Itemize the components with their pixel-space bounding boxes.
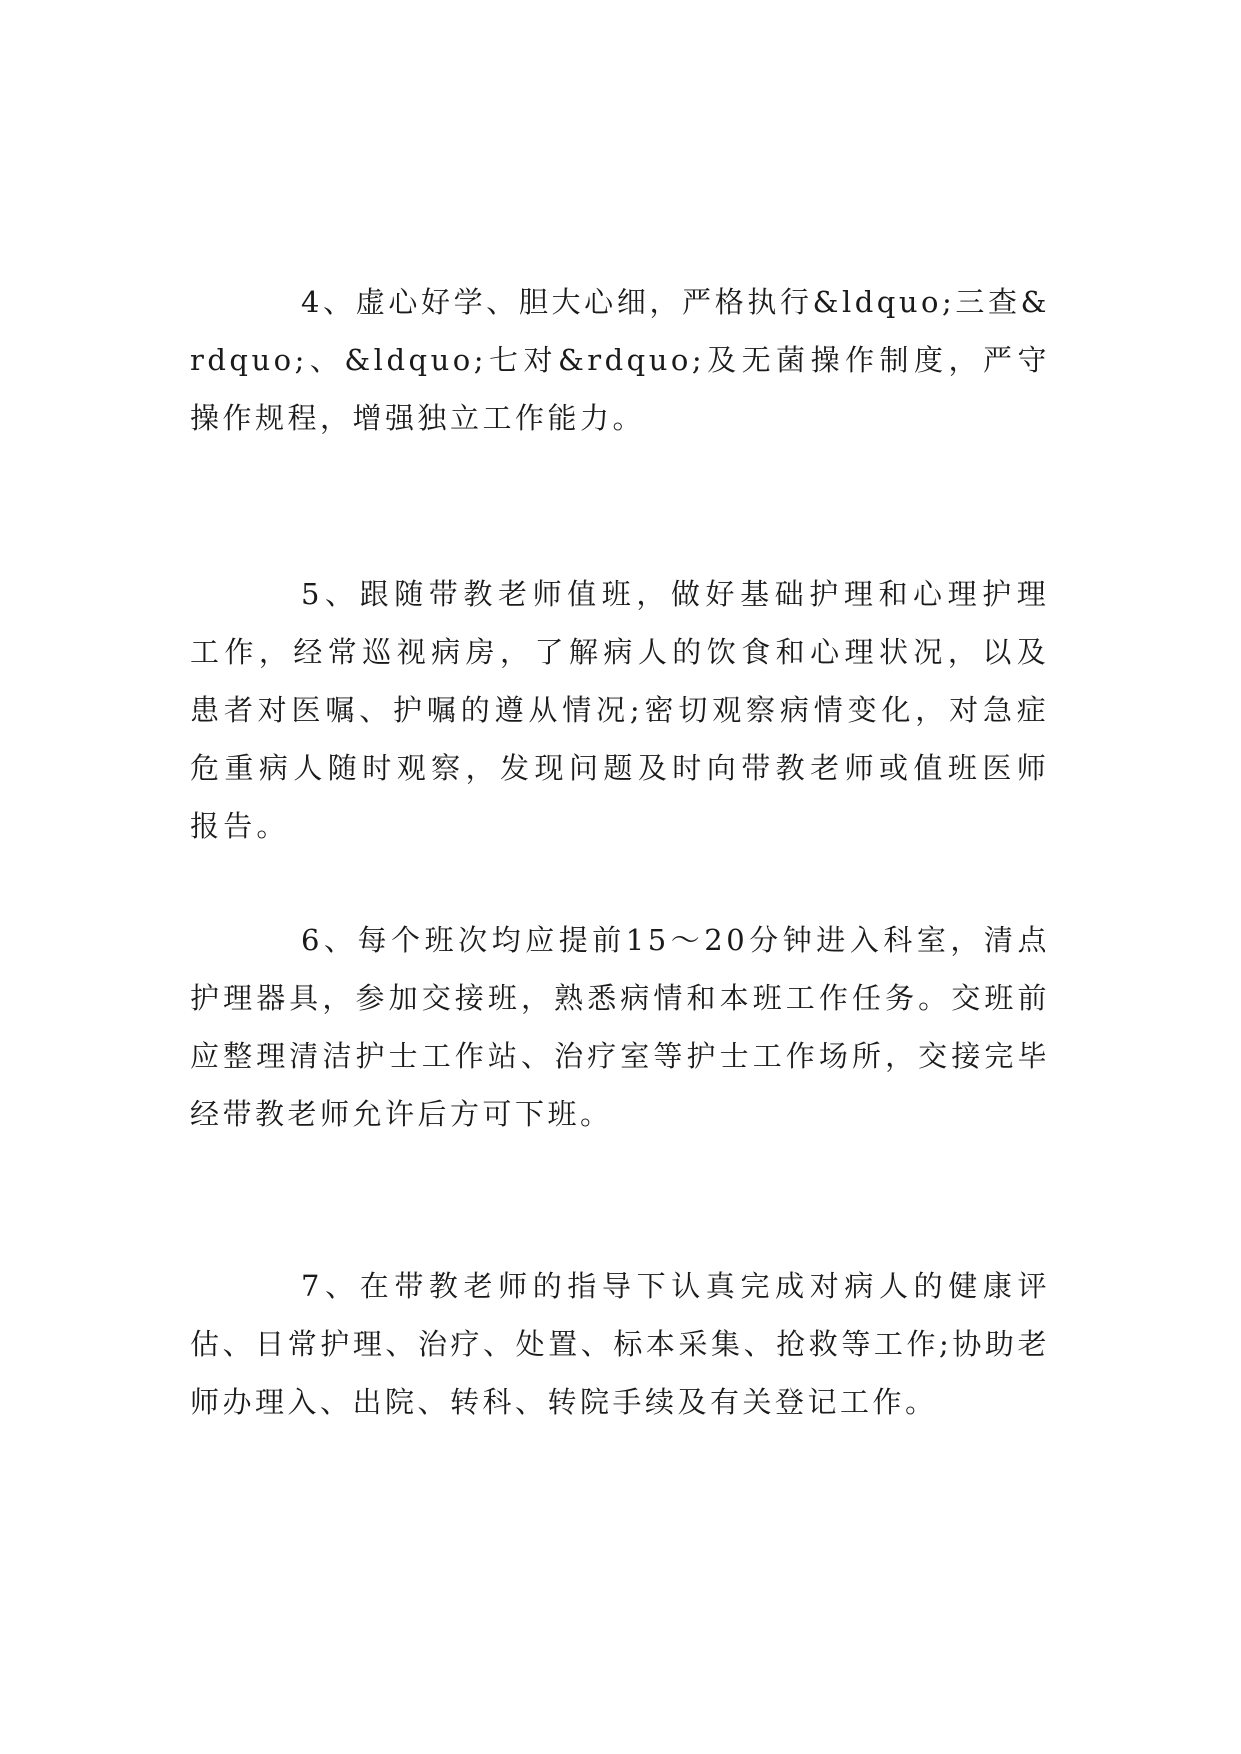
paragraph-item-4: 4、虚心好学、胆大心细，严格执行&ldquo;三查&rdquo;、&ldquo;七对&rdquo;及无菌操作制度，严守操作规程，增强独立工作能力。 [190, 285, 1050, 435]
paragraph-item-7: 7、在带教老师的指导下认真完成对病人的健康评估、日常护理、治疗、处置、标本采集、抢救等工作;协助老师办理入、出院、转科、转院手续及有关登记工作。 [190, 1269, 1050, 1419]
paragraph-item-6: 6、每个班次均应提前15～20分钟进入科室，清点护理器具，参加交接班，熟悉病情和本班工作任务。交班前应整理清洁护士工作站、治疗室等护士工作场所，交接完毕经带教老师允许后方可下班。 [190, 923, 1050, 1131]
paragraph-item-5: 5、跟随带教老师值班，做好基础护理和心理护理工作，经常巡视病房，了解病人的饮食和心理状况，以及患者对医嘱、护嘱的遵从情况;密切观察病情变化，对急症危重病人随时观察，发现问题及时向带教老师或值班医师报告。 [190, 577, 1050, 843]
